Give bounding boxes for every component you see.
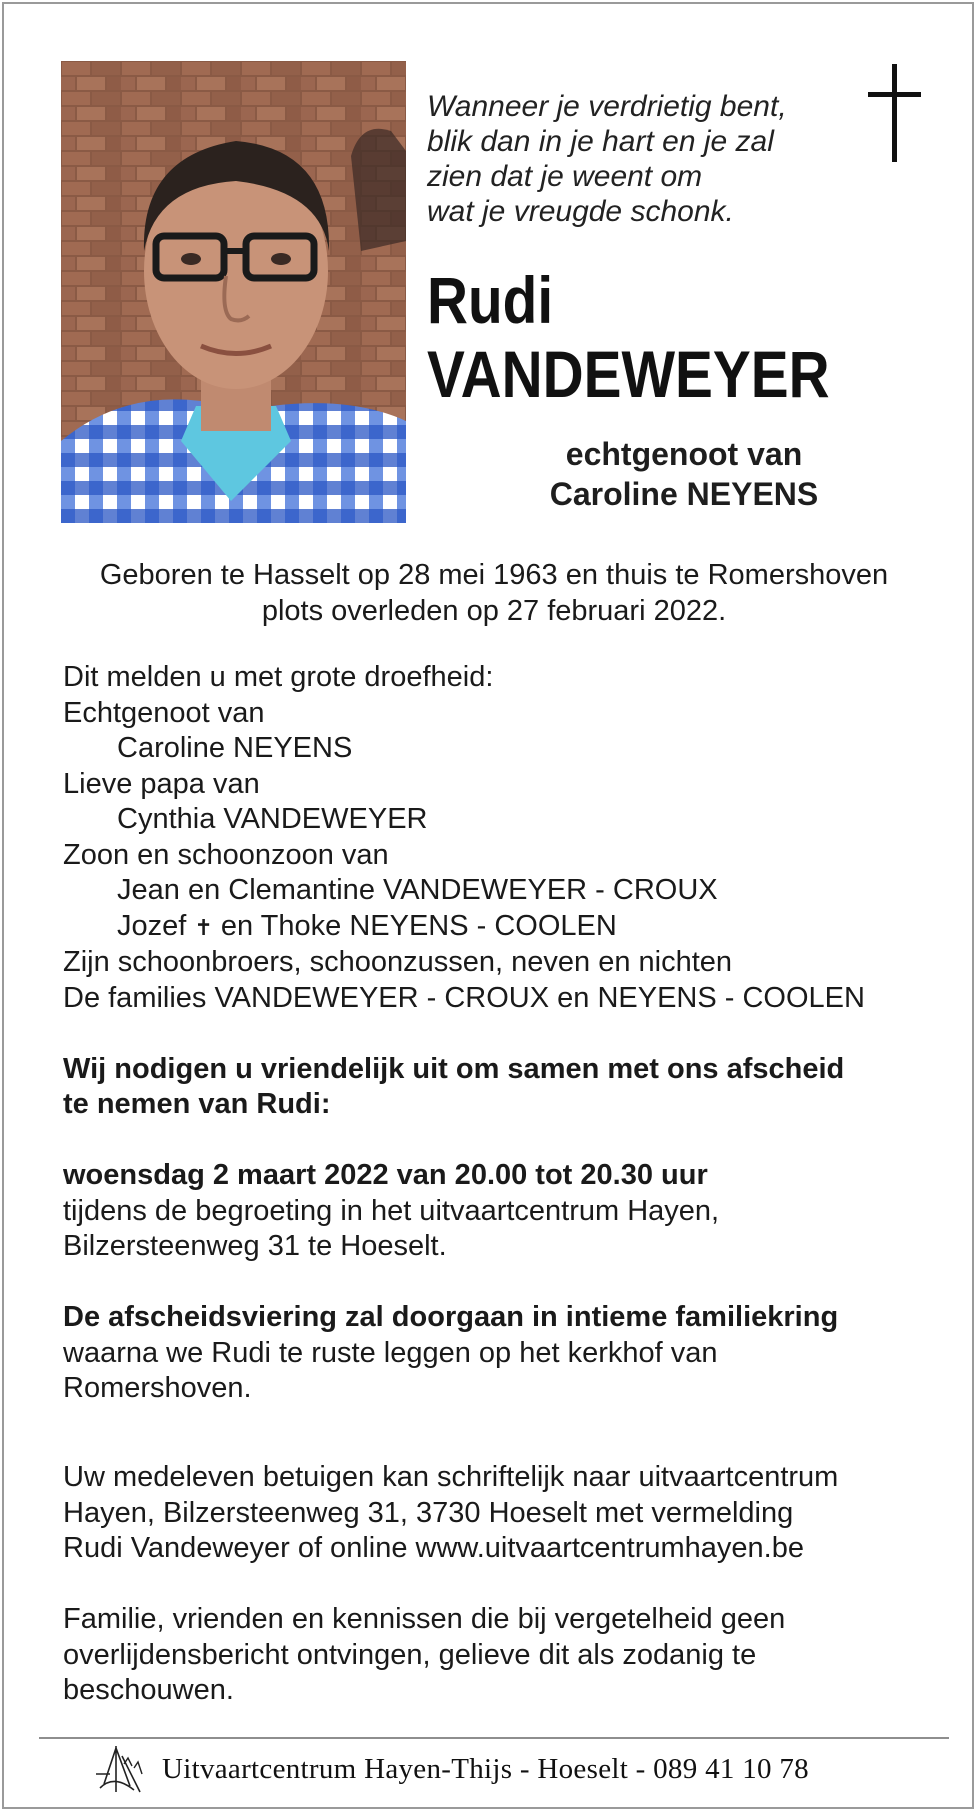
footer-divider: [39, 1737, 949, 1739]
announcement-intro: Dit melden u met grote droefheid:: [63, 661, 494, 693]
condolence-line: Rudi Vandeweyer of online www.uitvaartcentrumhayen.be: [63, 1532, 804, 1564]
family-line: Lieve papa van: [63, 767, 260, 800]
spacer: [63, 1016, 953, 1052]
obituary-card: [2, 2, 974, 1809]
ceremony-heading: De afscheidsviering zal doorgaan in intieme familiekring: [63, 1301, 839, 1333]
poem: [427, 89, 847, 229]
condolence-line: Hayen, Bilzersteenweg 31, 3730 Hoeselt met vermelding: [63, 1496, 794, 1529]
family-line: Zijn schoonbroers, schoonzussen, neven en nichten: [63, 946, 733, 978]
ceremony-line: Romershoven.: [63, 1372, 252, 1404]
poem-line: Wanneer je verdrietig bent,: [427, 90, 787, 123]
church-logo-icon: [94, 1744, 150, 1794]
family-line-jozef: [63, 909, 953, 946]
notice-line: Familie, vrienden en kennissen die bij vergetelheid geen: [63, 1603, 786, 1635]
footer: [94, 1744, 914, 1794]
poem-line: wat je vreugde schonk.: [427, 195, 734, 228]
visitation-datetime: woensdag 2 maart 2022 van 20.00 tot 20.30 uur: [63, 1159, 708, 1191]
family-line: Echtgenoot van: [63, 696, 265, 729]
portrait-photo: [61, 61, 406, 523]
jozef-name: Jozef: [117, 909, 187, 942]
family-line: Cynthia VANDEWEYER: [117, 803, 428, 835]
deceased-last-name: VANDEWEYER: [427, 337, 830, 411]
jozef-rest: en Thoke NEYENS - COOLEN: [220, 909, 617, 942]
birth-line: Geboren te Hasselt op 28 mei 1963 en thuis te Romershoven: [99, 559, 889, 591]
family-line: Zoon en schoonzoon van: [63, 838, 389, 871]
spouse-name: Caroline NEYENS: [549, 476, 819, 512]
condolence-line: Uw medeleven betuigen kan schriftelijk naar uitvaartcentrum: [63, 1461, 839, 1493]
spacer: [63, 1123, 953, 1159]
invitation-line: te nemen van Rudi:: [63, 1088, 331, 1120]
visitation-line: tijdens de begroeting in het uitvaartcentrum Hayen,: [63, 1194, 720, 1227]
small-cross-icon: ✝: [194, 914, 213, 940]
birth-death-text: [34, 557, 954, 629]
announcement-body: [63, 660, 953, 1709]
spacer: [63, 1567, 953, 1603]
spacer: [63, 1265, 953, 1301]
family-line: De families VANDEWEYER - CROUX en NEYENS - COOLEN: [63, 981, 865, 1014]
funeral-home-contact: Uitvaartcentrum Hayen-Thijs - Hoeselt - 089 41 10 78: [162, 1753, 809, 1785]
ceremony-line: waarna we Rudi te ruste leggen op het kerkhof van: [63, 1336, 718, 1369]
spacer: [63, 1407, 953, 1443]
cross-icon: [866, 64, 926, 164]
spouse-relation: echtgenoot van: [565, 436, 803, 472]
notice-line: overlijdensbericht ontvingen, gelieve dit als zodanig te: [63, 1638, 757, 1671]
family-line: Caroline NEYENS: [117, 732, 353, 764]
family-line: Jean en Clemantine VANDEWEYER - CROUX: [117, 874, 718, 906]
death-line: plots overleden op 27 februari 2022.: [261, 595, 727, 627]
invitation-line: Wij nodigen u vriendelijk uit om samen met ons afscheid: [63, 1052, 845, 1085]
spacer: [63, 1442, 953, 1460]
deceased-first-name: Rudi: [427, 263, 554, 337]
poem-line: blik dan in je hart en je zal: [427, 125, 774, 158]
poem-line: zien dat je weent om: [427, 160, 703, 193]
spouse-block: [484, 434, 884, 514]
visitation-line: Bilzersteenweg 31 te Hoeselt.: [63, 1230, 447, 1262]
notice-line: beschouwen.: [63, 1674, 234, 1706]
